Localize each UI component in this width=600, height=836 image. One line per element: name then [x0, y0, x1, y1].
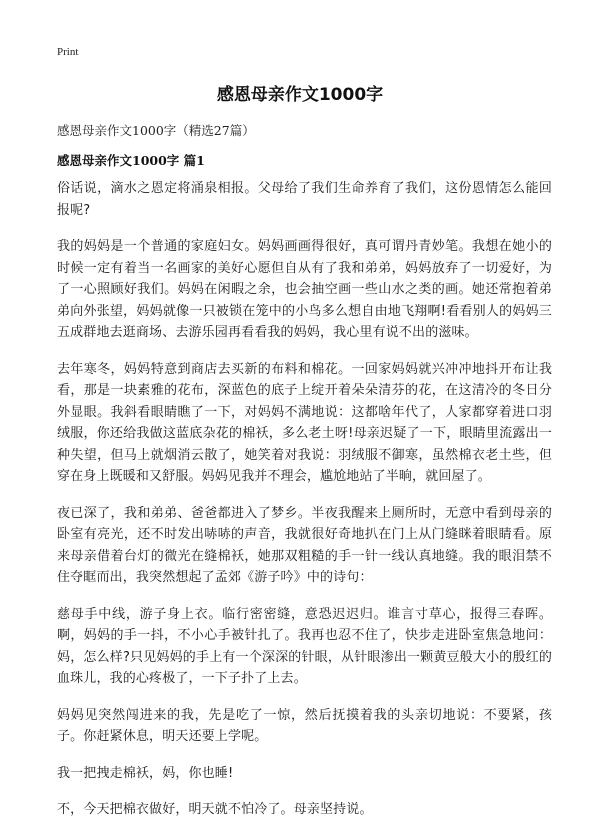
paragraph: 去年寒冬，妈妈特意到商店去买新的布料和棉花。一回家妈妈就兴冲冲地抖开布让我看，那是一块素雅的花布，深蓝色的底子上绽开着朵朵清芬的花，在这清冷的冬日分外显眼。我斜看眼睛瞧了一下，对妈妈不满地说：这都啥年代了，人家都穿着进口羽绒服，你还给我做这蓝底杂花的棉袄，多么老土呀!母亲迟疑了一下，眼睛里流露出一种失望，但马上就烟消云散了，她笑着对我说：羽绒服不御寒，虽然棉衣老土些，但穿在身上既暖和又舒服。妈妈见我并不理会，尴尬地站了半晌，就回屋了。 [57, 361, 552, 484]
paragraph: 慈母手中线，游子身上衣。临行密密缝，意恐迟迟归。谁言寸草心，报得三春晖。啊，妈妈的手一抖，不小心手被针扎了。我再也忍不住了，快步走进卧室焦急地问：妈，怎么样?只见妈妈的手上有一个深深的针眼，从针眼渗出一颗黄豆般大小的殷红的血珠儿，我的心疼极了，一下子扑了上去。 [57, 606, 552, 686]
print-link[interactable]: Print [57, 46, 79, 58]
paragraph: 夜已深了，我和弟弟、爸爸都进入了梦乡。半夜我醒来上厕所时，无意中看到母亲的卧室有亮光，还不时发出哧哧的声音，我就很好奇地扒在门上从门缝眯着眼睛看。原来母亲借着台灯的微光在缝棉袄，她那双粗糙的手一针一线认真地缝。我的眼泪禁不住夺眶而出，我突然想起了孟郊《游子吟》中的诗句： [57, 505, 552, 585]
paragraph: 我一把拽走棉袄，妈，你也睡! [57, 765, 234, 781]
section-heading: 感恩母亲作文1000字 篇1 [57, 153, 205, 168]
paragraph: 不，今天把棉衣做好，明天就不怕冷了。母亲坚持说。 [57, 802, 373, 817]
article-body [57, 178, 552, 836]
paragraph: 妈妈见突然闯进来的我，先是吃了一惊，然后抚摸着我的头亲切地说：不要紧，孩子。你赶紧休息，明天还要上学呢。 [57, 707, 552, 744]
paragraph: 我的妈妈是一个普通的家庭妇女。妈妈画画得很好，真可谓丹青妙笔。我想在她小的时候一定有着当一名画家的美好心愿但自从有了我和弟弟，妈妈放弃了一切爱好，为了一心照顾好我们。妈妈在闲暇之余，也会抽空画一些山水之类的画。她还常抱着弟弟向外张望，妈妈就像一只被锁在笼中的小鸟多么想自由地飞翔啊!看看别人的妈妈三五成群地去逛商场、去游乐园再看看我的妈妈，我心里有说不出的滋味。 [57, 239, 552, 340]
document-subtitle: 感恩母亲作文1000字（精选27篇） [57, 123, 255, 138]
page-title: 感恩母亲作文1000字 [216, 85, 384, 105]
paragraph: 俗话说，滴水之恩定将涌泉相报。父母给了我们生命养育了我们，这份恩情怎么能回报呢? [57, 181, 552, 218]
